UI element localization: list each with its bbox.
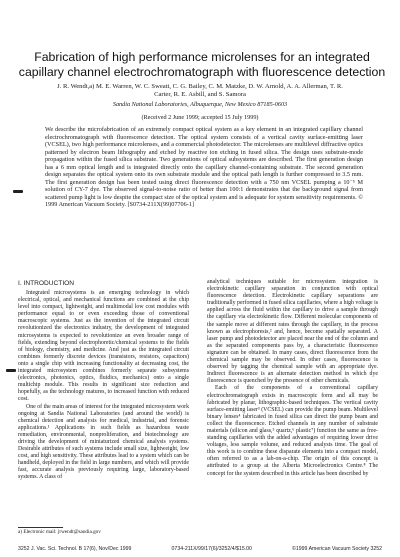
paragraph: analytical techniques suitable for microsystem integration is electrokinetic capillary separation in conjunction with optical fluorescence detection. Electrokinetic capillary separations are traditionally performed in fused silica capillaries, where a high voltage is applied across the fluid within the capillary to drive a sample through the capillary via electrokinetic flow. Different molecular components of the sample move at different rates through the capillary, in the process known as electrophoresis,² and, hence, become spatially separated. A laser pump and photodetector are placed near the end of the column and as the separated components pass by, a characteristic fluorescence signature can be obtained. In many cases, direct fluorescence from the chemical sample may be observed. In other cases, fluorescence is observed by tagging the chemical sample with an appropriate dye. Indirect fluorescence is an alternate detection method in which dye fluorescence is quenched by the presence of other chemicals.: [207, 279, 378, 385]
abstract: We describe the microfabrication of an extremely compact optical system as a key element in an integrated capillary channel electrochromatograph with fluorescence detection. The optical system consists of a vertical cavity surface-emitting laser (VCSEL), two high performance microlenses, and a commercial photodetector. The microlenses are multilevel diffractive optics patterned by electron beam lithography and etched by reactive ion etching in fused silica. The design uses substrate-mode propagation within the fused silica substrate. Two generations of optical subsystems are described. The first generation design has a 6 mm optical length and is integrated directly onto the capillary channel-containing substrate. The second generation design separates the optical system onto its own substrate module and the optical path length is further compressed to 3.5 mm. The first generation design has been tested using direct fluorescence detection with a 750 nm VCSEL pumping a 10⁻⁵ M solution of CY-7 dye. The observed signal-to-noise ratio of better than 100:1 demonstrates that the background signal from scattered pump light is low despite the compact size of the optical system and is adequate for system sensitivity requirements. © 1999 American Vacuum Society. [S0734-211X(99)07706-1]: [45, 126, 363, 209]
received-dates: (Received 2 June 1999; accepted 15 July 1999): [141, 114, 259, 121]
paragraph: Integrated microsystems is an emerging technology in which electrical, optical, and mechanical functions are combined at the chip level into compact, lightweight, and multimodal low cost modules with performance equal to or even exceeding those of conventional macroscopic systems. Just as the invention of the integrated circuit revolutionized the electronics industry, the development of integrated microsystems is expected to revolutionize an even broader range of fields, extending beyond electrophoretic/chemical systems to the fields of biology, chemistry, and medicine. And just as the integrated circuit combines formerly discrete devices (transistors, resistors, capacitors) onto a single chip with increasing functionality at decreasing cost, the integrated microsystem combines formerly separate subsystems (electronics, photonics, optics, fluidics, mechanics) onto a single multichip module. This results in significant size reduction and hopefully, as the technology matures, to increased function with reduced cost.: [18, 290, 189, 403]
paragraph: Each of the components of a conventional capillary electrochromatograph exists in macroscopic form and all may be fabricated by planar, lithographic-based techniques. The vertical cavity surface-emitting laser³ (VCSEL) can provide the pump beam. Multilevel binary lenses⁴ fabricated in fused silica can direct the pump beam and collect the fluorescence. Etched channels in any number of substrate materials (silicon and glass,⁵ quartz,⁶ plastic⁷) function the same as free-standing capillaries with the added advantages of requiring lower drive voltages, less sample volume, and reduced analysis time. The goal of this work is to combine these disparate elements into a compact model, often referred to as a lab-on-a-chip. The origin of this concept is attributed to a group at the Alberta Microelectronics Centre.⁸ The concept for the system described in this article has been described by: [207, 385, 378, 477]
footer-journal: 3252 J. Vac. Sci. Technol. B 17(6), Nov/Dec 1999: [18, 546, 132, 552]
margin-mark: [6, 369, 16, 372]
footnote: a) Electronic mail: jrwendt@sandia.gov: [18, 529, 101, 535]
paragraph: One of the main areas of interest for the integrated microsystem work ongoing at Sandia National Laboratories (and around the world) is chemical detection and analysis for medical, industrial, and forensic applications.¹ Applications in such fields as hazardous waste remediation, environmental, nonproliferation, and biotechnology are driving the development of miniaturized chemical analysis systems. Desirable attributes of such systems include small size, lightweight, low cost, and high sensitivity. These attributes lead to a system which can be handheld, deployed in the field in large numbers, and which will provide fast, accurate analysis previously requiring large, laboratory-based systems. A class of: [18, 403, 189, 481]
margin-mark: [13, 190, 23, 193]
footer-code: 0734-211X/99/17(6)/3252/4/$15.00: [171, 546, 252, 552]
left-column: [18, 279, 189, 482]
author-list: J. R. Wendt,a) M. E. Warren, W. C. Sweatt, C. G. Bailey, C. M. Matzke, D. W. Arnold, A. A. Allerman, T. R. Carter, R. E. Asbill, and S. Samora: [57, 83, 343, 99]
page-footer: [18, 545, 382, 553]
affiliation: Sandia National Laboratories, Albuquerque, New Mexico 87185-0603: [112, 101, 288, 108]
right-column: [207, 279, 378, 478]
article-title: Fabrication of high performance microlenses for an integrated capillary channel electrochromatograph with fluorescence detection: [18, 50, 386, 79]
section-heading: I. INTRODUCTION: [18, 280, 75, 287]
footer-copyright: ©1999 American Vacuum Society 3252: [292, 546, 382, 552]
footnote-rule: [18, 527, 63, 528]
